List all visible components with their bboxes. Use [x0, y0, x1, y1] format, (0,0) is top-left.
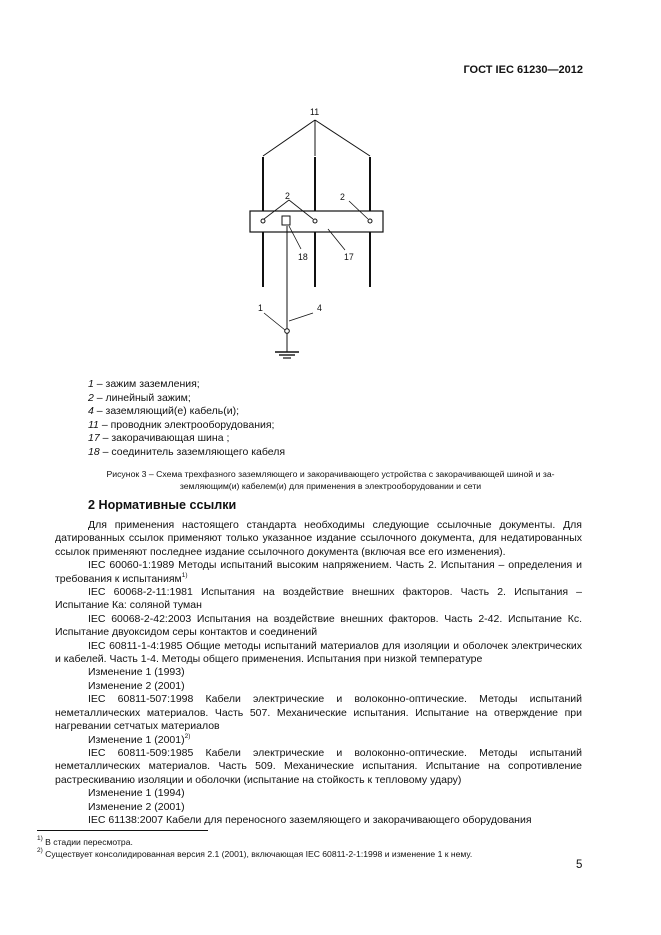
label-1: 1: [258, 303, 263, 313]
leader-1: [264, 313, 285, 330]
footnote-marker: 1): [181, 571, 188, 579]
reference-item: IEC 60060-1:1989 Методы испытаний высоким напряжением. Часть 2. Испытания – определения и требования к испытаниям$^{1)}$: [55, 559, 582, 585]
section-heading: 2 Нормативные ссылки: [88, 498, 237, 512]
label-17: 17: [344, 252, 354, 262]
page-number: 5: [576, 859, 583, 871]
label-4: 4: [317, 303, 322, 313]
footnote-marker: 2): [184, 732, 191, 740]
amendment-item: Изменение 2 (2001): [88, 800, 185, 813]
amendment-item: Изменение 1 $(2001)^{2)}$: [88, 732, 191, 746]
cable-connector: [282, 216, 290, 225]
line-terminal-right: [368, 219, 372, 223]
reference-item: IEC 60811-1-4:1985 Общие методы испытаний материалов для изоляции и оболочек электрических и кабелей. Часть 1-4. Методы общего применения. Испытания при низкой температуре: [55, 639, 582, 666]
line-terminal-middle: [313, 219, 317, 223]
legend-item: 4 – заземляющий(е) кабель(и);: [88, 405, 240, 418]
leader-4: [289, 313, 313, 321]
label-2-right: 2: [340, 192, 345, 202]
amendment-item: Изменение 1 (1994): [88, 787, 185, 800]
figure-3-diagram: [0, 0, 661, 380]
leader-11-right: [315, 120, 370, 156]
legend-item: 11 – проводник электрооборудования;: [88, 418, 275, 431]
legend-item: 18 – соединитель заземляющего кабеля: [88, 445, 286, 458]
footnote: $^{1)}$ В стадии пересмотра.: [37, 835, 133, 847]
reference-item: IEC 60068-2-42:2003 Испытания на воздействие внешних факторов. Часть 2-42. Испытание Кс. Испытание двуоксидом серы контактов и соединений: [55, 612, 582, 639]
line-terminal-left: [261, 219, 265, 223]
document-header: ГОСТ IEC 61230—2012: [463, 64, 583, 76]
legend-item: 2 – линейный зажим;: [88, 391, 191, 404]
label-18: 18: [298, 252, 308, 262]
leader-11-left: [263, 120, 315, 156]
intro-paragraph: Для применения настоящего стандарта необходимы следующие ссылочные документы. Для датированных ссылок применяют только указанное издание ссылочного документа, для недатированных ссылок применяют последнее издание ссылочного документа (включая все его изменения).: [55, 519, 582, 558]
legend-item: 1 – зажим заземления;: [88, 378, 200, 390]
caption-line-2: земляющим(и) кабелем(и) для применения в электрооборудовании и сети: [179, 481, 482, 492]
footnote-divider: [37, 830, 208, 831]
reference-item: IEC 61138:2007 Кабели для переносного заземляющего и закорачивающего оборудования: [88, 813, 532, 826]
figure-legend: [88, 378, 285, 460]
footnote: $^{2)}$ Существует консолидированная версия 2.1 (2001), включающая IEC 60811-2-1:1998 и изменение 1 к нему.: [37, 847, 473, 860]
amendment-item: Изменение 1 (1993): [88, 666, 185, 679]
normative-references: [55, 519, 582, 827]
reference-item: IEC 60068-2-11:1981 Испытания на воздействие внешних факторов. Часть 2. Испытания – Испытание Ка: соляной туман: [55, 586, 582, 612]
label-2-left: 2: [285, 191, 290, 201]
reference-item: IEC 60811-507:1998 Кабели электрические и волоконно-оптические. Методы испытаний неметаллических материалов. Часть 507. Механические испытания. Испытание на отверждение при нагревании сетчатых материалов: [55, 693, 582, 733]
footnotes: [37, 836, 577, 861]
legend-item: 17 – закорачивающая шина ;: [88, 432, 230, 445]
label-11: 11: [310, 107, 320, 117]
amendment-item: Изменение 2 (2001): [88, 679, 185, 692]
reference-item: IEC 60811-509:1985 Кабели электрические и волоконно-оптические. Методы испытаний неметаллических материалов. Часть 509. Механические испытания. Испытание на сопротивление растрескиванию изоляции и оболочки (испытание на стойкость к тепловому удару): [55, 746, 582, 786]
caption-line-1: Рисунок 3 – Схема трехфазного заземляющего и закорачивающего устройства с закорачивающей шиной и за-: [106, 469, 555, 479]
figure-caption: [55, 468, 606, 493]
earth-clamp: [285, 329, 290, 334]
